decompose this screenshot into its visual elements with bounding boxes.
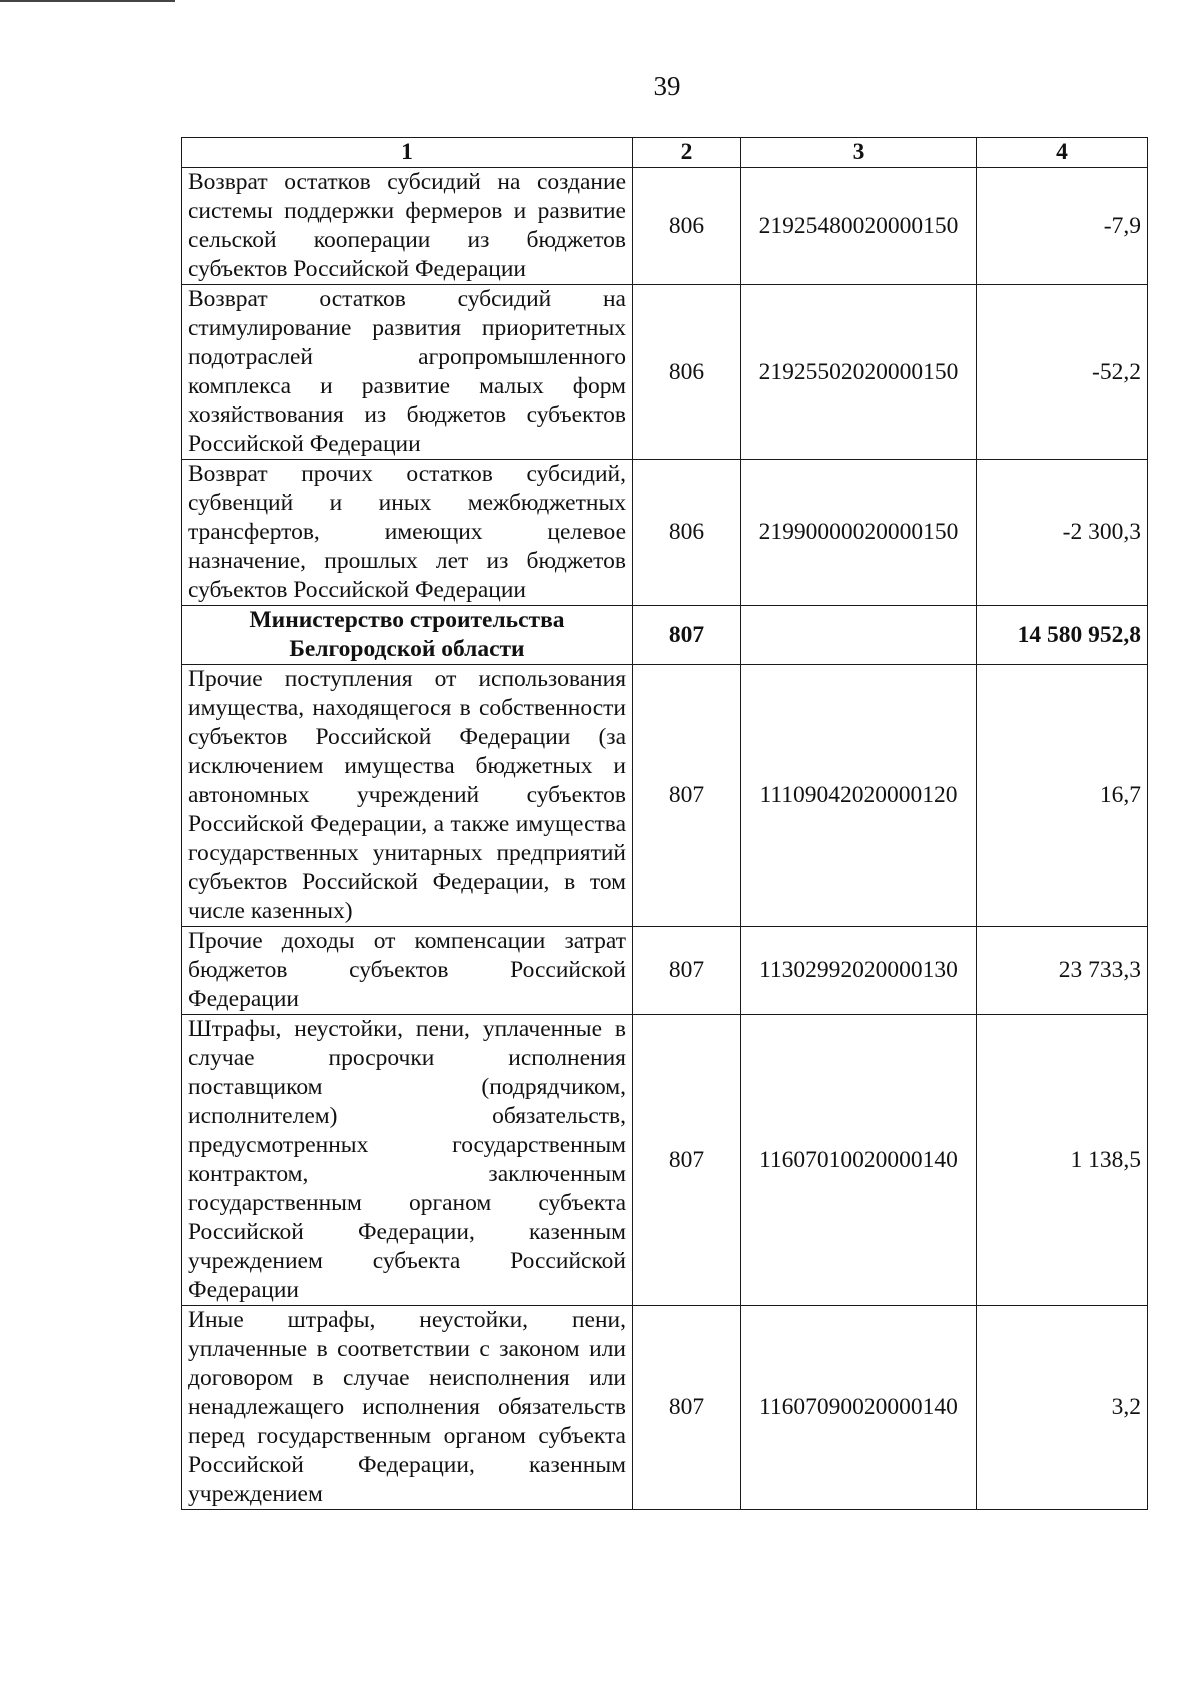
- row-kbk-code: 11607010020000140: [741, 1015, 977, 1306]
- ministry-total-amount: 14 580 952,8: [977, 606, 1148, 665]
- row-admin-code: 806: [633, 285, 741, 460]
- row-admin-code: 807: [633, 1306, 741, 1510]
- ministry-kbk-code: [741, 606, 977, 665]
- row-kbk-code: 21925480020000150: [741, 168, 977, 285]
- row-amount: 23 733,3: [977, 927, 1148, 1015]
- page-number: 39: [653, 71, 681, 101]
- table-row: [182, 168, 1148, 285]
- row-admin-code: 807: [633, 665, 741, 927]
- row-admin-code: 806: [633, 460, 741, 606]
- table-row: [182, 460, 1148, 606]
- row-kbk-code: 11302992020000130: [741, 927, 977, 1015]
- row-admin-code: 806: [633, 168, 741, 285]
- row-amount: -52,2: [977, 285, 1148, 460]
- table-row: [182, 927, 1148, 1015]
- row-kbk-code: 11607090020000140: [741, 1306, 977, 1510]
- table-body: [182, 168, 1148, 1510]
- row-description: Возврат прочих остатков субсидий, субвенций и иных межбюджетных трансфертов, имеющих целевое назначение, прошлых лет из бюджетов субъектов Российской Федерации: [182, 460, 633, 606]
- header-col-3: 3: [741, 138, 977, 168]
- row-description: Иные штрафы, неустойки, пени, уплаченные в соответствии с законом или договором в случае неисполнения или ненадлежащего исполнения обязательств перед государственным органом субъекта Российской Федерации, казенным учреждением: [182, 1306, 633, 1510]
- row-admin-code: 807: [633, 927, 741, 1015]
- row-description: Штрафы, неустойки, пени, уплаченные в случае просрочки исполнения поставщиком (подрядчиком, исполнителем) обязательств, предусмотренных государственным контрактом, заключенным государственным органом субъекта Российской Федерации, казенным учреждением субъекта Российской Федерации: [182, 1015, 633, 1306]
- row-amount: -7,9: [977, 168, 1148, 285]
- scan-edge-line: [0, 0, 175, 2]
- row-description: Возврат остатков субсидий на стимулирование развития приоритетных подотраслей агропромышленного комплекса и развитие малых форм хозяйствования из бюджетов субъектов Российской Федерации: [182, 285, 633, 460]
- table-row: [182, 1015, 1148, 1306]
- row-admin-code: 807: [633, 1015, 741, 1306]
- row-description: Прочие поступления от использования имущества, находящегося в собственности субъектов Российской Федерации (за исключением имущества бюджетных и автономных учреждений субъектов Российской Федерации, а также имущества государственных унитарных предприятий субъектов Российской Федерации, в том числе казенных): [182, 665, 633, 927]
- table-row: [182, 665, 1148, 927]
- ministry-admin-code: 807: [633, 606, 741, 665]
- table-row: [182, 285, 1148, 460]
- row-kbk-code: 21990000020000150: [741, 460, 977, 606]
- header-col-4: 4: [977, 138, 1148, 168]
- row-kbk-code: 21925502020000150: [741, 285, 977, 460]
- row-amount: 3,2: [977, 1306, 1148, 1510]
- ministry-name: Министерство строительства Белгородской области: [182, 606, 633, 665]
- row-amount: -2 300,3: [977, 460, 1148, 606]
- row-kbk-code: 11109042020000120: [741, 665, 977, 927]
- header-col-2: 2: [633, 138, 741, 168]
- row-description: Прочие доходы от компенсации затрат бюджетов субъектов Российской Федерации: [182, 927, 633, 1015]
- row-amount: 16,7: [977, 665, 1148, 927]
- row-description: Возврат остатков субсидий на создание системы поддержки фермеров и развитие сельской кооперации из бюджетов субъектов Российской Федерации: [182, 168, 633, 285]
- header-col-1: 1: [182, 138, 633, 168]
- revenue-table: [181, 137, 1148, 1510]
- table-row: [182, 1306, 1148, 1510]
- ministry-row: [182, 606, 1148, 665]
- row-amount: 1 138,5: [977, 1015, 1148, 1306]
- table-header-row: [182, 138, 1148, 168]
